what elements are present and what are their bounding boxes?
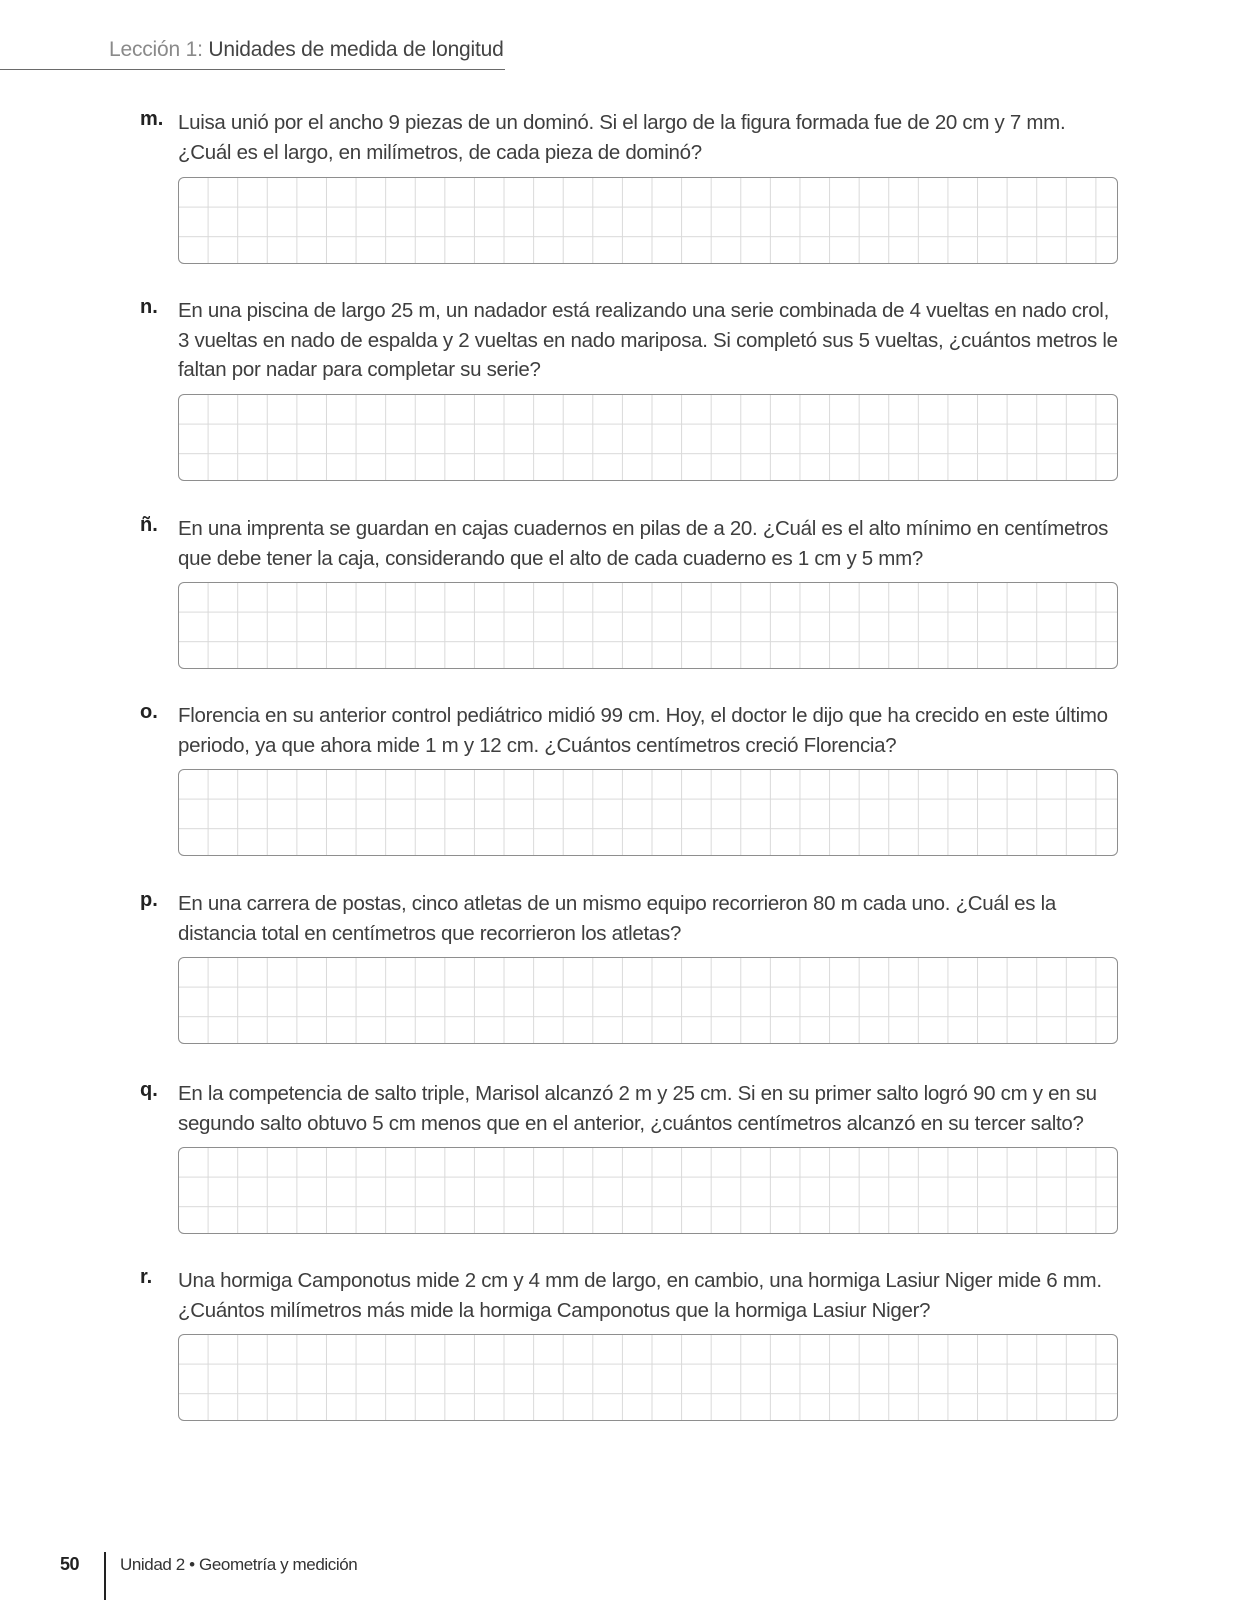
answer-grid[interactable]	[178, 1334, 1118, 1421]
lesson-topic: Unidades de medida de longitud	[208, 38, 504, 61]
answer-grid[interactable]	[178, 582, 1118, 669]
answer-grid[interactable]	[178, 177, 1118, 264]
problem-letter: r.	[140, 1266, 153, 1288]
problem-text: En la competencia de salto triple, Marisol alcanzó 2 m y 25 cm. Si en su primer salto logró 90 cm y en su segundo salto obtuvo 5 cm menos que en el anterior, ¿cuántos centímetros alcanzó en su tercer salto?	[178, 1082, 1097, 1135]
problem-text: En una carrera de postas, cinco atletas de un mismo equipo recorrieron 80 m cada uno. ¿Cuál es la distancia total en centímetros que recorrieron los atletas?	[178, 892, 1056, 945]
lesson-number: Lección 1:	[109, 38, 203, 61]
page-number: 50	[60, 1554, 80, 1574]
answer-grid[interactable]	[178, 394, 1118, 481]
problem-text: Florencia en su anterior control pediátrico midió 99 cm. Hoy, el doctor le dijo que ha crecido en este último periodo, ya que ahora mide 1 m y 12 cm. ¿Cuántos centímetros creció Florencia?	[178, 704, 1108, 757]
problem-text: Una hormiga Camponotus mide 2 cm y 4 mm de largo, en cambio, una hormiga Lasiur Niger mide 6 mm. ¿Cuántos milímetros más mide la hormiga Camponotus que la hormiga Lasiur Niger?	[178, 1269, 1102, 1322]
problem-letter: p.	[140, 889, 158, 911]
problem-letter: o.	[140, 701, 158, 723]
answer-grid[interactable]	[178, 1147, 1118, 1234]
problem-letter: q.	[140, 1079, 158, 1101]
problem-text: Luisa unió por el ancho 9 piezas de un dominó. Si el largo de la figura formada fue de 20 cm y 7 mm. ¿Cuál es el largo, en milímetros, de cada pieza de dominó?	[178, 111, 1066, 164]
lesson-title	[109, 38, 504, 62]
answer-grid[interactable]	[178, 957, 1118, 1044]
problem-text: En una imprenta se guardan en cajas cuadernos en pilas de a 20. ¿Cuál es el alto mínimo en centímetros que debe tener la caja, considerando que el alto de cada cuaderno es 1 cm y 5 mm?	[178, 517, 1109, 570]
page-header	[0, 36, 505, 70]
footer-divider	[104, 1552, 106, 1600]
answer-grid[interactable]	[178, 769, 1118, 856]
problem-letter: n.	[140, 296, 158, 318]
problem-text: En una piscina de largo 25 m, un nadador está realizando una serie combinada de 4 vueltas en nado crol, 3 vueltas en nado de espalda y 2 vueltas en nado mariposa. Si completó sus 5 vueltas, ¿cuántos metros le faltan por nadar para completar su serie?	[178, 299, 1118, 381]
header-divider	[0, 69, 505, 70]
page-footer	[0, 1546, 1245, 1600]
problem-letter: m.	[140, 108, 164, 130]
unit-title: Unidad 2 • Geometría y medición	[120, 1555, 358, 1574]
problem-letter: ñ.	[140, 514, 158, 536]
